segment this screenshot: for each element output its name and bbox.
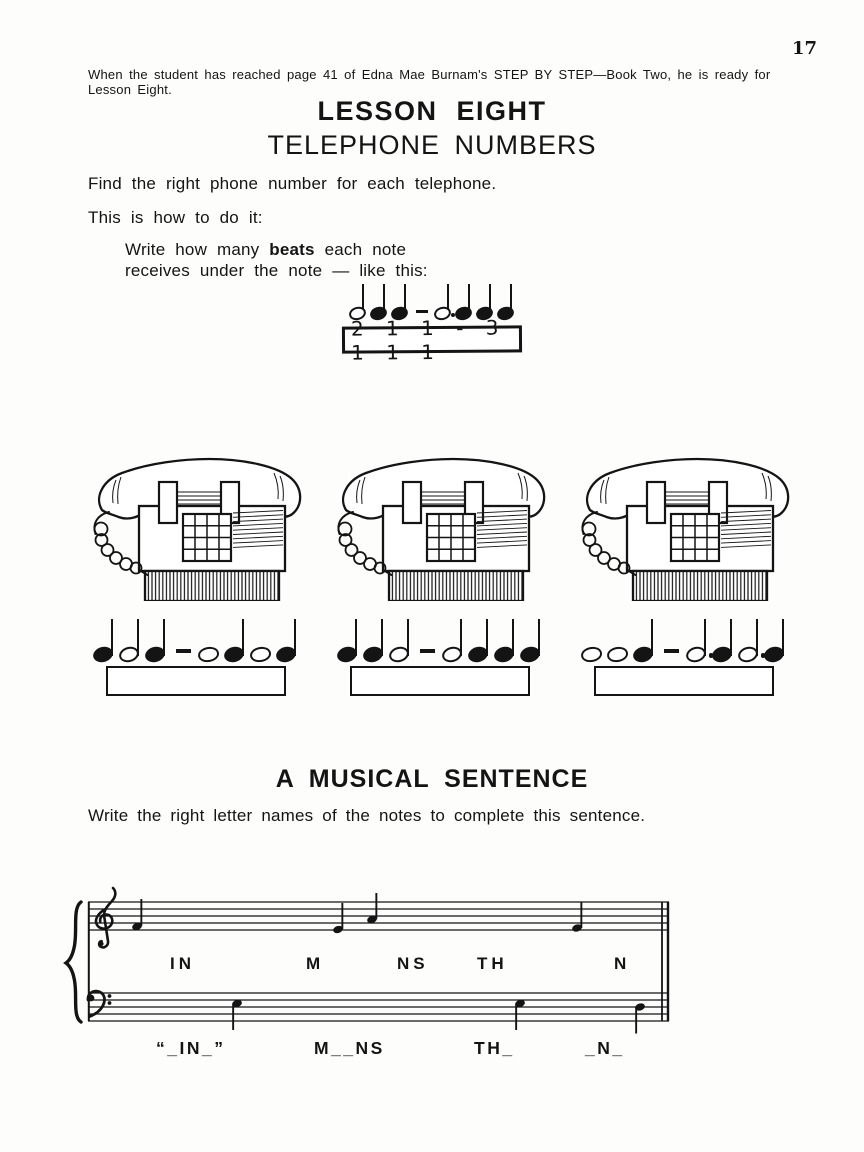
write-suffix: each note [314,240,407,259]
answer-word: “_IN_” [156,1038,226,1058]
answer-word: M__NS [314,1038,385,1058]
grand-staff [58,878,683,1078]
quarter-note [633,613,657,663]
quarter-note [363,613,387,663]
note-sequence [92,613,301,663]
dash [416,310,428,313]
quarter-note [468,613,492,663]
staff-word: TH [477,954,508,973]
write-line2: receives under the note — like this: [125,261,428,280]
musical-sentence-heading: A MUSICAL SENTENCE [275,765,589,793]
treble-notes [131,893,583,934]
example-answer-box [342,314,522,365]
dotted-half-note [686,613,710,663]
half-note [349,279,368,321]
telephone-illustration [333,449,548,601]
bass-notes [231,999,646,1034]
answer-word: TH_ [474,1038,515,1058]
find-instruction: Find the right phone number for each telephone. [88,174,497,193]
telephone-exercise-2 [324,449,556,696]
page-number: 17 [791,38,817,59]
lesson-subtitle: TELEPHONE NUMBERS [267,130,597,160]
quarter-note [764,613,788,663]
answer-word: _N_ [585,1038,625,1058]
dash [420,649,435,653]
answer-box [350,666,530,696]
whole-note [198,613,222,663]
quarter-note [337,613,361,663]
example-answer: 2 1 1 - 3 1 1 1 [350,314,507,365]
note-sequence [580,613,789,663]
quarter-note [145,613,169,663]
staff-word: M [306,954,325,973]
telephones-row [80,449,800,696]
example-block [0,279,864,365]
quarter-note [276,613,300,663]
quarter-note [494,613,518,663]
write-instruction [125,239,428,281]
how-instruction: This is how to do it: [88,208,263,227]
quarter-note [93,613,117,663]
dash [664,649,679,653]
answer-box [106,666,286,696]
write-prefix: Write how many [125,240,270,259]
dash [176,649,191,653]
prerequisite-note: When the student has reached page 41 of Edna Mae Burnam's STEP BY STEP—Book Two, he is ready for Lesson Eight. [88,67,771,97]
telephone-illustration [577,449,792,601]
brace [66,902,81,1022]
whole-note [250,613,274,663]
write-bold-beats: beats [269,240,315,259]
bass-clef [88,991,112,1016]
staff-word: NS [397,954,429,973]
staff-word: IN [170,954,195,973]
quarter-note [712,613,736,663]
note-sequence [336,613,545,663]
musical-sentence-instruction: Write the right letter names of the notes to complete this sentence. [88,806,646,825]
half-note [442,613,466,663]
answer-box [594,666,774,696]
telephone-exercise-3 [568,449,800,696]
quarter-note [224,613,248,663]
dotted-half-note [738,613,762,663]
half-note [389,613,413,663]
whole-note [607,613,631,663]
telephone-illustration [89,449,304,601]
quarter-note [520,613,544,663]
quarter-note [370,279,389,321]
staff-word: N [614,954,631,973]
half-note [119,613,143,663]
lesson-title: LESSON EIGHT [317,96,547,126]
telephone-exercise-1 [80,449,312,696]
whole-note [581,613,605,663]
treble-clef [96,888,115,947]
